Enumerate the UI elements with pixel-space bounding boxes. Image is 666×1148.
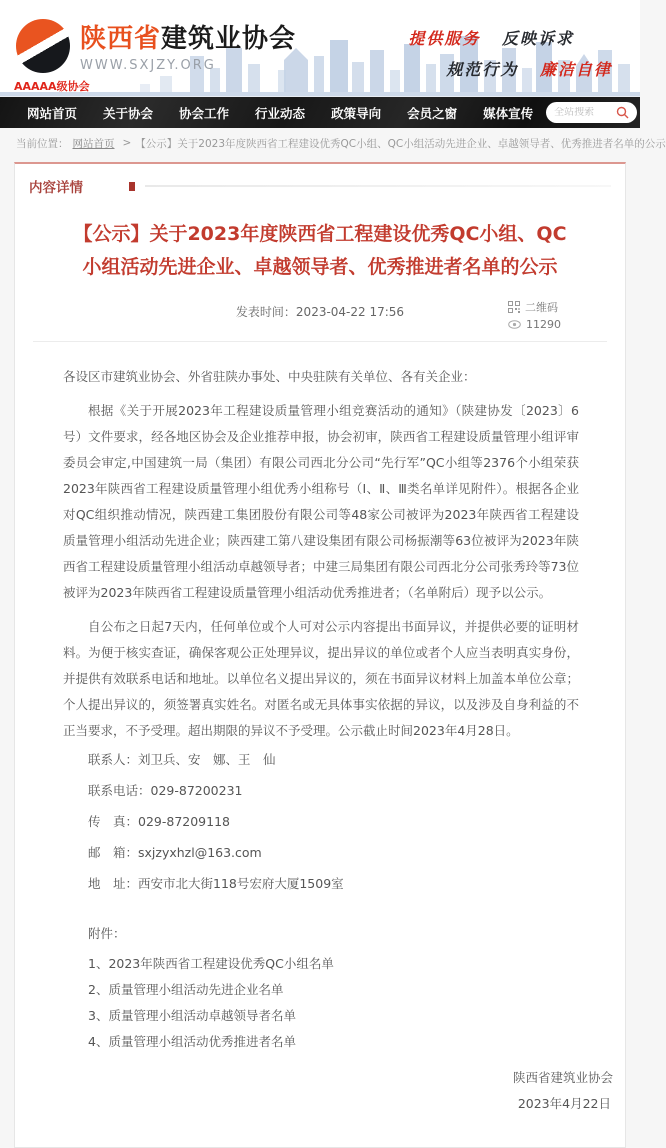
attachment-link-4[interactable]: 4、质量管理小组活动优秀推进者名单: [88, 1033, 296, 1049]
search-input[interactable]: [554, 107, 616, 118]
org-name: 陕西省建筑业协会: [80, 24, 297, 54]
site-header: [0, 0, 640, 97]
site-search[interactable]: [546, 102, 637, 123]
slogan-2: 反映诉求: [501, 29, 574, 48]
nav-item-members[interactable]: 会员之窗: [407, 105, 458, 121]
breadcrumb-separator: >: [122, 137, 132, 149]
signature-org: 陕西省建筑业协会: [512, 1069, 613, 1085]
salutation: 各设区市建筑业协会、外省驻陕办事处、中央驻陕有关单位、各有关企业：: [63, 368, 476, 384]
attachment-link-2[interactable]: 2、质量管理小组活动先进企业名单: [88, 981, 284, 997]
article-meta: [15, 299, 625, 341]
nav-item-media[interactable]: 媒体宣传: [483, 105, 534, 121]
contact-person: 联系人：刘卫兵、安 娜、王 仙: [88, 751, 276, 767]
org-website: WWW.SXJZY.ORG: [80, 58, 216, 73]
breadcrumb-current: 【公示】关于2023年度陕西省工程建设优秀QC小组、QC小组活动先进企业、卓越领导者、优秀推进者名单的公示: [135, 137, 666, 150]
slogan-4: 廉洁自律: [539, 60, 612, 79]
contact-fax: 传 真：029-87209118: [88, 813, 230, 829]
aaaaa-badge: AAAAA级协会: [14, 80, 90, 93]
article-title: 【公示】关于2023年度陕西省工程建设优秀QC小组、QC小组活动先进企业、卓越领导者、优秀推进者名单的公示: [73, 223, 567, 279]
article-signature: [15, 1051, 625, 1147]
attachment-link-3[interactable]: 3、质量管理小组活动卓越领导者名单: [88, 1007, 296, 1023]
eye-icon: [508, 320, 521, 329]
association-logo-icon: [16, 19, 70, 73]
slogan-1: 提供服务: [408, 29, 481, 48]
main-nav: [0, 97, 640, 128]
attachments-label: 附件：: [88, 925, 126, 941]
signature-date: 2023年4月22日: [517, 1095, 611, 1111]
breadcrumb: [0, 128, 666, 158]
section-marker-icon: [129, 182, 135, 191]
slogan-3: 规范行为: [446, 60, 519, 79]
nav-item-about[interactable]: 关于协会: [103, 105, 154, 121]
publish-time: 发表时间：2023-04-22 17:56: [235, 304, 405, 319]
nav-item-home[interactable]: 网站首页: [27, 105, 78, 121]
section-divider: [145, 185, 611, 187]
qrcode-icon: [508, 301, 520, 313]
contact-email: 邮 箱：sxjzyxhzl@163.com: [88, 844, 262, 860]
section-header: [15, 164, 625, 202]
article-body: [15, 342, 625, 1051]
breadcrumb-label: 当前位置：: [16, 137, 69, 150]
content-panel: [14, 162, 626, 1148]
search-icon[interactable]: [616, 106, 629, 119]
qrcode-button[interactable]: [508, 299, 561, 315]
nav-item-association-work[interactable]: 协会工作: [179, 105, 230, 121]
nav-item-industry-news[interactable]: 行业动态: [255, 105, 306, 121]
header-slogans: [408, 26, 612, 80]
contact-address: 地 址：西安市北大街118号宏府大厦1509室: [88, 875, 344, 891]
paragraph-award-summary: 根据《关于开展2023年工程建设质量管理小组竞赛活动的通知》（陕建协发〔2023〕6号）文件要求，经各地区协会及企业推荐申报，协会初审，陕西省工程建设质量管理小组评审委员会审定,中国建筑一局（集团）有限公司西北分公司“先行军”QC小组等2376个小组荣获2023年陕西省工程建设质量管理小组优秀小组称号（Ⅰ、Ⅱ、Ⅲ类名单详见附件）。根据各企业对QC组织推动情况，陕西建工集团股份有限公司等48家公司被评为2023年陕西省工程建设质量管理小组活动先进企业；陕西建工第八建设集团有限公司杨振潮等63位被评为2023年陕西省工程建设质量管理小组活动卓越领导者；中建三局集团有限公司西北分公司张秀玲等73位被评为2023年陕西省工程建设质量管理小组活动优秀推进者；（名单附后）现予以公示。: [63, 402, 579, 600]
attachment-link-1[interactable]: 1、2023年陕西省工程建设优秀QC小组名单: [88, 955, 334, 971]
paragraph-objection-notice: 自公布之日起7天内，任何单位或个人可对公示内容提出书面异议，并提供必要的证明材料。为便于核实查证，确保客观公正处理异议，提出异议的单位或者个人应当表明真实身份，并提供有效联系电话和地址。以单位名义提出异议的，须在书面异议材料上加盖本单位公章；个人提出异议的，须签署真实姓名。对匿名或无具体事实依据的异议，以及涉及自身利益的不正当要求，不予受理。超出期限的异议不予受理。公示截止时间2023年4月28日。: [63, 618, 579, 738]
view-count: 11290: [526, 317, 561, 331]
qrcode-label: 二维码: [525, 300, 558, 314]
view-counter: [508, 318, 561, 331]
breadcrumb-home-link[interactable]: 网站首页: [72, 137, 115, 150]
section-title: 内容详情: [29, 180, 83, 196]
nav-item-policy[interactable]: 政策导向: [331, 105, 382, 121]
contact-phone: 联系电话：029-87200231: [88, 782, 243, 798]
